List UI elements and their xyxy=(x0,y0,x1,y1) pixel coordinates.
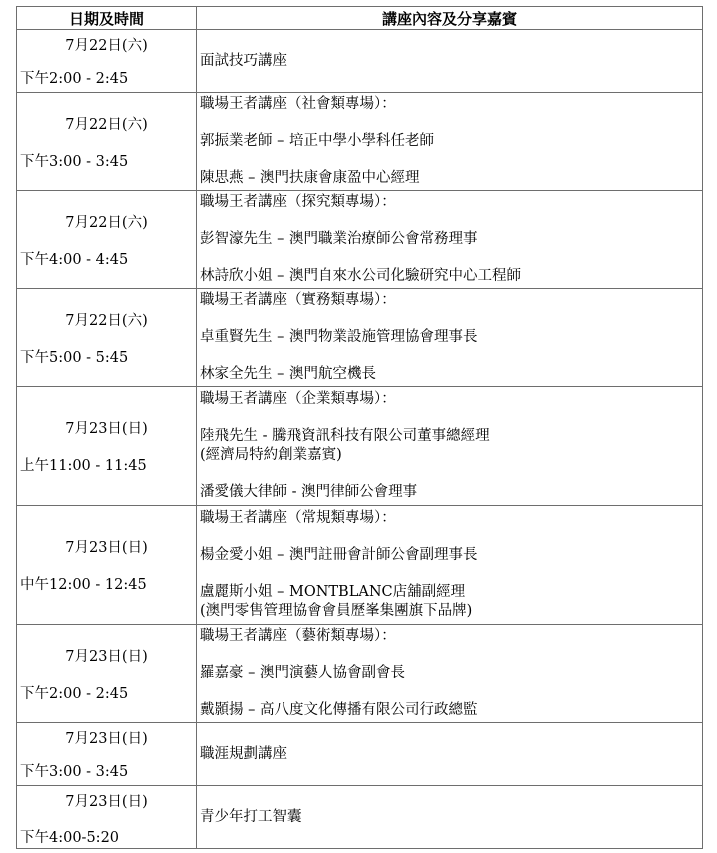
date-time-cell xyxy=(17,723,197,786)
line-spacer xyxy=(200,465,702,483)
speaker-line: 楊金愛小姐 – 澳門註冊會計師公會副理事長 xyxy=(200,547,478,563)
date-time-cell xyxy=(17,191,197,289)
session-title: 職場王者講座（企業類專場）： xyxy=(200,391,396,407)
speaker-line: 郭振業老師 – 培正中學小學科任老師 xyxy=(200,133,434,149)
speaker-line: (澳門零售管理協會會員歷峯集團旗下品牌) xyxy=(200,603,473,619)
session-time: 下午2:00 - 2:45 xyxy=(20,71,129,87)
session-date: 7月22日(六) xyxy=(65,313,148,329)
schedule-row xyxy=(17,191,703,289)
session-time: 下午5:00 - 5:45 xyxy=(20,350,129,366)
session-time: 下午4:00 - 4:45 xyxy=(20,252,129,268)
session-time: 下午4:00-5:20 xyxy=(20,830,120,846)
line-spacer xyxy=(200,212,702,230)
speaker-line: 陳思燕 – 澳門扶康會康盈中心經理 xyxy=(200,170,420,186)
session-content-cell xyxy=(197,625,703,723)
date-time-cell xyxy=(17,93,197,191)
session-date: 7月23日(日) xyxy=(65,540,148,556)
speaker-line: 戴顥揚 – 高八度文化傳播有限公司行政總監 xyxy=(200,702,478,718)
date-time-cell xyxy=(17,289,197,387)
session-date: 7月22日(六) xyxy=(65,215,148,231)
session-date: 7月23日(日) xyxy=(65,794,148,810)
date-time-cell xyxy=(17,786,197,849)
schedule-row xyxy=(17,786,703,849)
date-time-cell xyxy=(17,506,197,625)
header-content: 講座內容及分享嘉賓 xyxy=(197,7,703,30)
session-content-cell xyxy=(197,289,703,387)
speaker-line: 盧麗斯小姐 – MONTBLANC店舖副經理 xyxy=(200,584,466,600)
schedule-row xyxy=(17,387,703,506)
session-title: 職場王者講座（社會類專場）： xyxy=(200,96,396,112)
line-spacer xyxy=(200,646,702,664)
session-title: 面試技巧講座 xyxy=(200,52,287,69)
speaker-line: 卓重賢先生 – 澳門物業設施管理協會理事長 xyxy=(200,329,478,345)
speaker-line: 陸飛先生 - 騰飛資訊科技有限公司董事總經理 xyxy=(200,428,490,444)
session-title: 職場王者講座（藝術類專場）： xyxy=(200,628,396,644)
line-spacer xyxy=(200,310,702,328)
session-content-cell xyxy=(197,30,703,93)
schedule-row xyxy=(17,723,703,786)
line-spacer xyxy=(200,151,702,169)
session-title: 職場王者講座（探究類專場）： xyxy=(200,194,396,210)
session-date: 7月23日(日) xyxy=(65,421,148,437)
session-content-cell xyxy=(197,723,703,786)
date-time-cell xyxy=(17,30,197,93)
header-date-time: 日期及時間 xyxy=(17,7,197,30)
speaker-line: (經濟局特約創業嘉賓) xyxy=(200,447,342,463)
line-spacer xyxy=(200,347,702,365)
line-spacer xyxy=(200,528,702,546)
speaker-line: 林家全先生 – 澳門航空機長 xyxy=(200,366,376,382)
session-content-cell xyxy=(197,191,703,289)
session-time: 下午3:00 - 3:45 xyxy=(20,154,129,170)
line-spacer xyxy=(200,249,702,267)
schedule-row xyxy=(17,93,703,191)
session-title: 職場王者講座（實務類專場）： xyxy=(200,292,396,308)
session-time: 下午3:00 - 3:45 xyxy=(20,764,129,780)
date-time-cell xyxy=(17,625,197,723)
session-title: 職場王者講座（常規類專場）： xyxy=(200,510,396,526)
line-spacer xyxy=(200,114,702,132)
session-date: 7月23日(日) xyxy=(65,731,148,747)
schedule-table xyxy=(16,6,703,849)
session-date: 7月22日(六) xyxy=(65,38,148,54)
schedule-row xyxy=(17,289,703,387)
line-spacer xyxy=(200,683,702,701)
session-content-cell xyxy=(197,506,703,625)
date-time-cell xyxy=(17,387,197,506)
session-date: 7月22日(六) xyxy=(65,117,148,133)
speaker-line: 潘愛儀大律師 - 澳門律師公會理事 xyxy=(200,484,418,500)
session-title: 職涯規劃講座 xyxy=(200,745,287,762)
header-row xyxy=(17,7,703,30)
session-time: 上午11:00 - 11:45 xyxy=(20,458,147,474)
session-content-cell xyxy=(197,93,703,191)
speaker-line: 林詩欣小姐 – 澳門自來水公司化驗研究中心工程師 xyxy=(200,268,521,284)
session-date: 7月23日(日) xyxy=(65,649,148,665)
speaker-line: 彭智濠先生 – 澳門職業治療師公會常務理事 xyxy=(200,231,478,247)
schedule-row xyxy=(17,30,703,93)
schedule-row xyxy=(17,625,703,723)
session-time: 中午12:00 - 12:45 xyxy=(20,577,147,593)
session-time: 下午2:00 - 2:45 xyxy=(20,686,129,702)
schedule-row xyxy=(17,506,703,625)
line-spacer xyxy=(200,565,702,583)
session-content-cell xyxy=(197,387,703,506)
session-title: 青少年打工智囊 xyxy=(200,808,302,825)
session-content-cell xyxy=(197,786,703,849)
speaker-line: 羅嘉豪 – 澳門演藝人協會副會長 xyxy=(200,665,405,681)
line-spacer xyxy=(200,409,702,427)
